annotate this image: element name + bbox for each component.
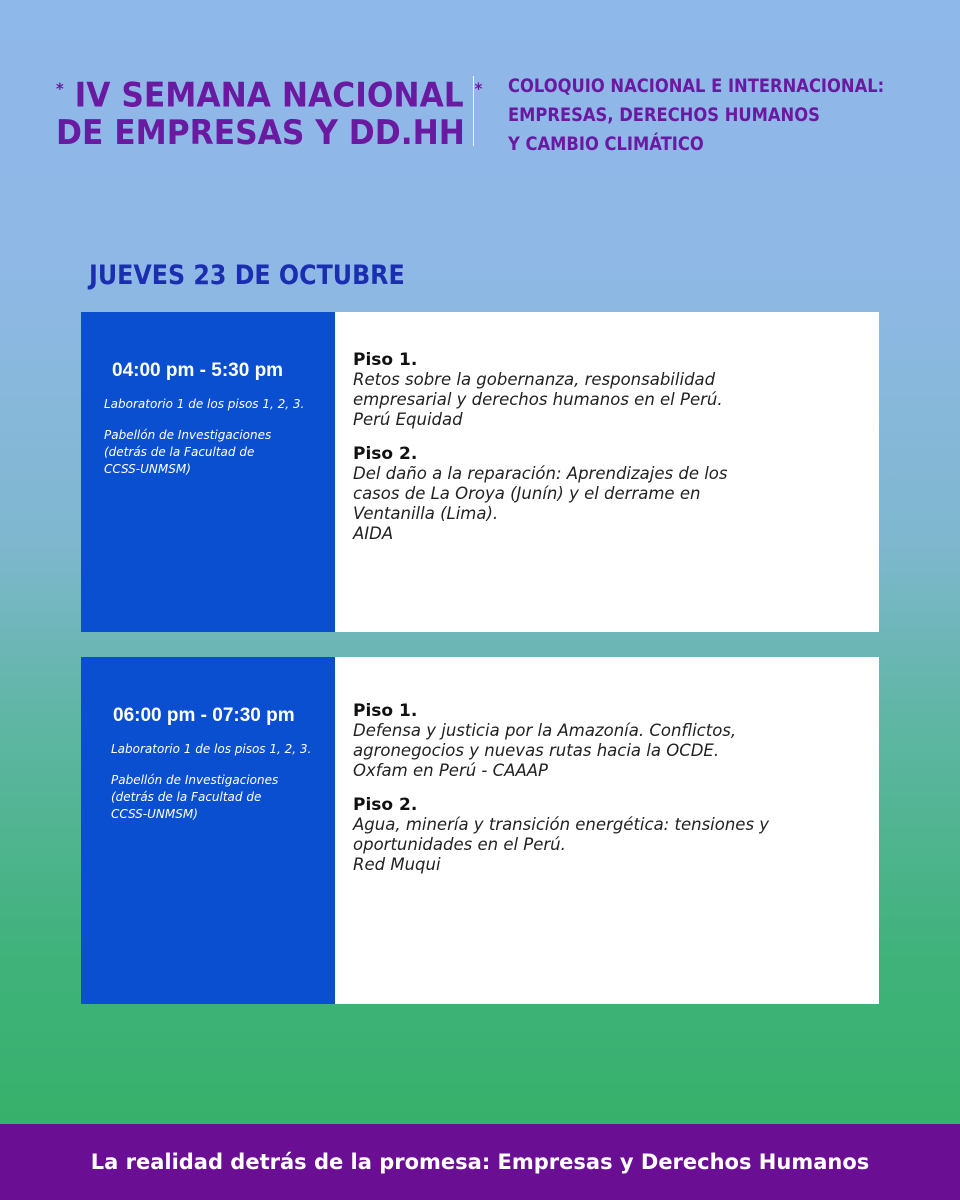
talk-line: Agua, minería y transición energética: tensiones y — [353, 815, 770, 834]
session-info-panel — [81, 312, 335, 632]
talk-line: casos de La Oroya (Junín) y el derrame en — [353, 484, 701, 503]
session-talks-panel — [335, 312, 879, 632]
subtitle-line: Y CAMBIO CLIMÁTICO — [508, 133, 704, 155]
building-line: (detrás de la Facultad de — [111, 790, 262, 804]
talk-floor: Piso 1. — [353, 701, 418, 721]
star-icon: * — [56, 79, 64, 98]
talk-line: Del daño a la reparación: Aprendizajes de los — [353, 464, 728, 483]
talk-line: Perú Equidad — [353, 410, 463, 429]
colloquium-subtitle — [508, 72, 938, 159]
session-time: 06:00 pm - 07:30 pm — [113, 705, 295, 726]
building-line: (detrás de la Facultad de — [104, 445, 255, 459]
talk-line: oportunidades en el Perú. — [353, 835, 566, 854]
footer-tagline: La realidad detrás de la promesa: Empresas y Derechos Humanos — [90, 1150, 870, 1174]
day-heading: JUEVES 23 DE OCTUBRE — [89, 260, 405, 291]
talk-line: agronegocios y nuevas rutas hacia la OCDE. — [353, 741, 720, 760]
building-line: Pabellón de Investigaciones — [111, 773, 279, 787]
building-line: Pabellón de Investigaciones — [104, 428, 272, 442]
building-line: CCSS-UNMSM) — [104, 462, 191, 476]
subtitle-line: COLOQUIO NACIONAL E INTERNACIONAL: — [508, 75, 885, 97]
talk-line: Defensa y justicia por la Amazonía. Conflictos, — [353, 721, 737, 740]
star-icon: * — [474, 79, 483, 98]
session-talks-panel — [335, 657, 879, 1004]
header-divider — [473, 76, 474, 146]
talk-line: AIDA — [353, 524, 394, 543]
talk-floor: Piso 2. — [353, 444, 418, 464]
talk-floor: Piso 2. — [353, 795, 418, 815]
session-location: Laboratorio 1 de los pisos 1, 2, 3. — [111, 742, 312, 756]
building-line: CCSS-UNMSM) — [111, 807, 198, 821]
session-time: 04:00 pm - 5:30 pm — [112, 360, 284, 381]
session-info-panel — [81, 657, 335, 1004]
talk-line: Ventanilla (Lima). — [353, 504, 499, 523]
event-title — [40, 70, 483, 154]
subtitle-line: EMPRESAS, DERECHOS HUMANOS — [508, 104, 820, 126]
talk-line: Retos sobre la gobernanza, responsabilidad — [353, 370, 716, 389]
event-title-line1: IV SEMANA NACIONAL — [74, 75, 464, 116]
session-card — [81, 657, 879, 1004]
session-card — [81, 312, 879, 632]
session-location: Laboratorio 1 de los pisos 1, 2, 3. — [104, 397, 305, 411]
footer-banner — [0, 1124, 960, 1200]
talk-line: empresarial y derechos humanos en el Perú. — [353, 390, 723, 409]
event-title-line2: DE EMPRESAS Y DD.HH — [56, 113, 465, 154]
talk-line: Oxfam en Perú - CAAAP — [353, 761, 548, 780]
talk-floor: Piso 1. — [353, 350, 418, 370]
talk-line: Red Muqui — [353, 855, 441, 874]
